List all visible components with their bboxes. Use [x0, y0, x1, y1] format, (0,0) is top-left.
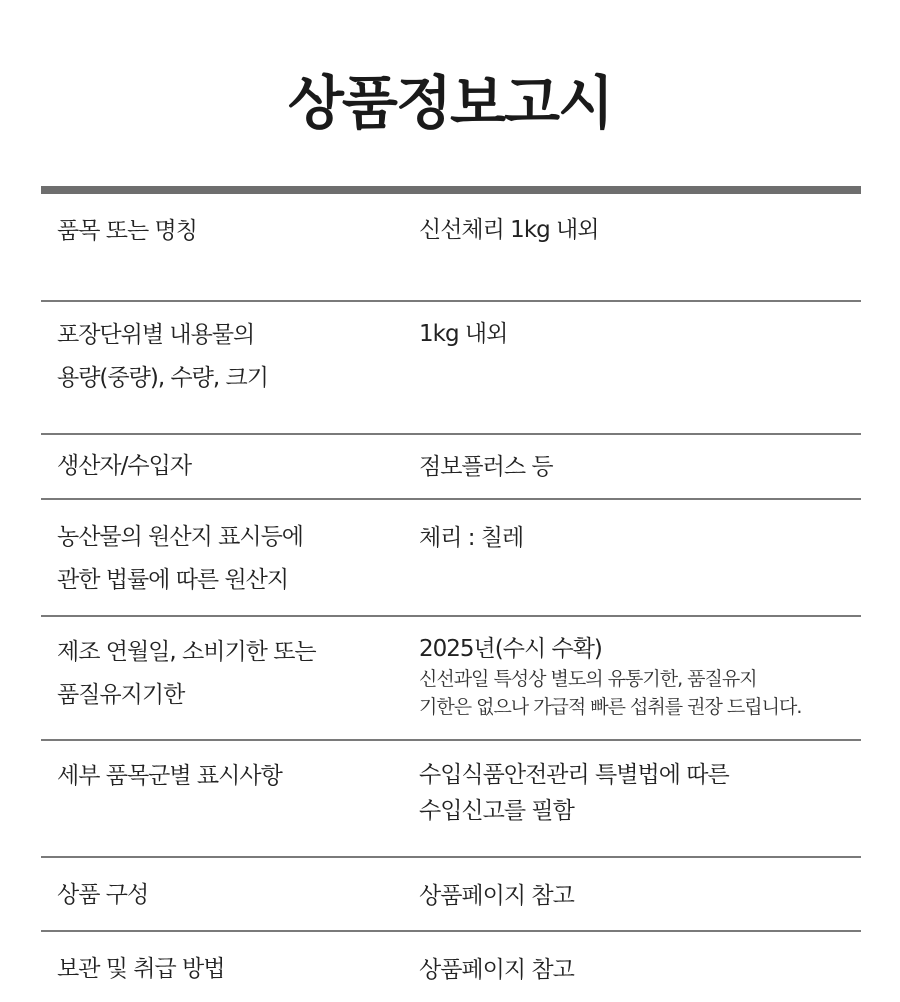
row-label: 농산물의 원산지 표시등에 관한 법률에 따른 원산지	[57, 524, 304, 593]
row-value: 신선체리 1kg 내외	[419, 217, 599, 243]
table-row	[41, 435, 861, 500]
table-row	[41, 500, 861, 617]
row-value: 2025년(수시 수확)	[419, 636, 602, 662]
table-row	[41, 302, 861, 435]
row-value: 상품페이지 참고	[419, 883, 574, 909]
row-value: 상품페이지 참고	[419, 957, 574, 983]
row-label: 포장단위별 내용물의 용량(중량), 수량, 크기	[57, 322, 268, 391]
table-row	[41, 858, 861, 932]
row-value: 점보플러스 등	[419, 454, 553, 480]
row-value: 체리 : 칠레	[419, 525, 524, 551]
row-label: 보관 및 취급 방법	[57, 956, 225, 982]
row-label: 제조 연월일, 소비기한 또는 품질유지기한	[57, 639, 316, 708]
table-row	[41, 194, 861, 302]
row-value: 수입식품안전관리 특별법에 따른 수입신고를 필함	[419, 762, 729, 824]
table-row	[41, 617, 861, 741]
row-value: 1kg 내외	[419, 321, 508, 347]
row-value-note: 신선과일 특성상 별도의 유통기한, 품질유지 기한은 없으나 가급적 빠른 섭취를 권장 드립니다.	[419, 668, 802, 718]
row-label: 상품 구성	[57, 882, 149, 908]
page-title: 상품정보고시	[287, 69, 613, 137]
product-info-table	[41, 186, 861, 1002]
table-row	[41, 741, 861, 858]
row-label: 생산자/수입자	[57, 453, 192, 479]
row-label: 세부 품목군별 표시사항	[57, 763, 282, 789]
table-row	[41, 932, 861, 1002]
row-label: 품목 또는 명칭	[57, 218, 197, 244]
